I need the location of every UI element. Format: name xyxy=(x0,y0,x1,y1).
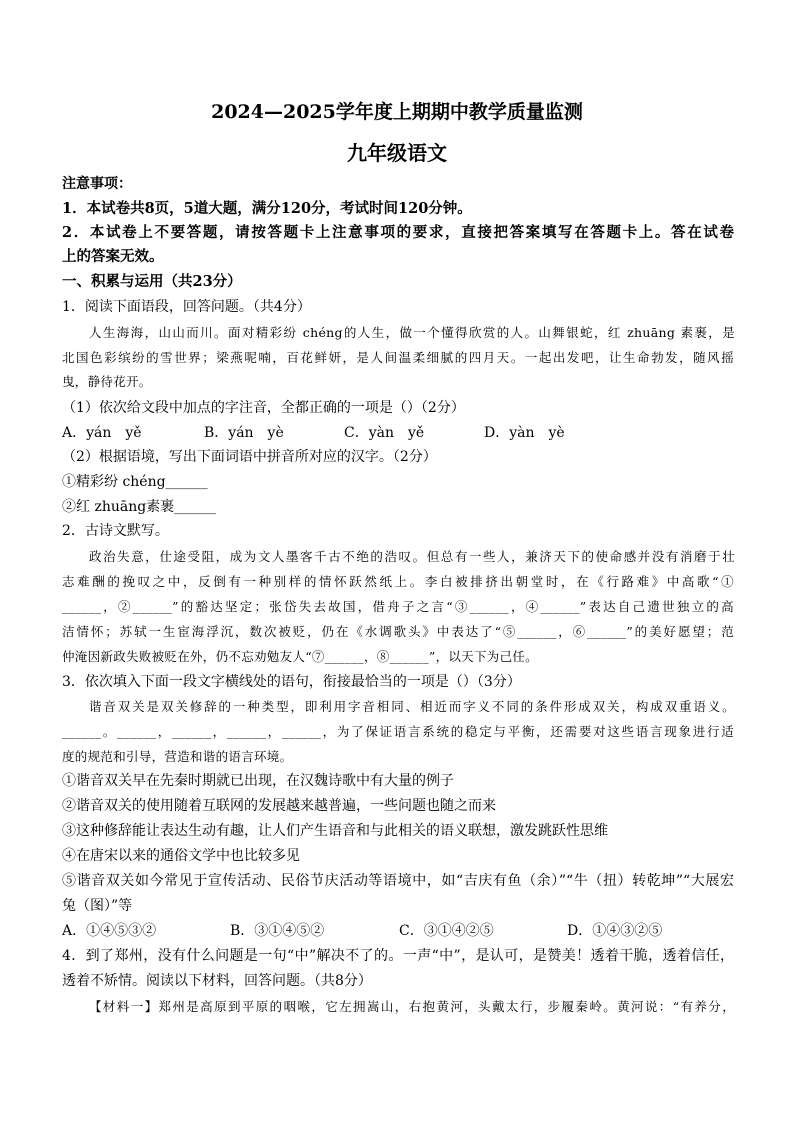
q3-item: ⑤谐音双关如今常见于宣传活动、民俗节庆活动等语境中，如“吉庆有鱼（余）”“牛（扭）转乾坤”“大展宏 xyxy=(62,873,734,889)
q3-item-continued: 兔（图）”等 xyxy=(62,898,133,914)
q3-passage-line: 度的规范和引导，营造和谐的语言环境。 xyxy=(62,749,293,764)
q4-stem-line-1: 4．到了郑州，没有什么问题是一句“中”解决不了的。一声“中”，是认可，是赞美！透着干脆，透着信任， xyxy=(62,948,734,964)
q1-stem: 1．阅读下面语段，回答问题。（共4分） xyxy=(62,299,311,315)
q3-option-a: A．①④⑤③② xyxy=(62,923,157,939)
q3-option-d: D．①④③②⑤ xyxy=(567,923,663,939)
notice-item-1: 1．本试卷共8页，5道大题，满分120分，考试时间120分钟。 xyxy=(62,200,472,217)
q2-passage-line: 志难酬的挽叹之中，反倒有一种别样的情怀跃然纸上。李白被排挤出朝堂时，在《行路难》中高歌“① xyxy=(62,574,734,589)
q3-passage-line: ______。______，______，______，______，为了保证语言系统的稳定与平衡，还需要对这些语言现象进行适 xyxy=(62,724,734,739)
q3-option-b: B．③①④⑤② xyxy=(230,923,325,939)
q1-passage-line: 人生海海，山山而川。面对精彩纷 chéng的人生，做一个懂得欣赏的人。山舞银蛇，红 zhuāng 素裹，是 xyxy=(89,325,735,340)
notice-item-2-line-2: 上的答案无效。 xyxy=(62,248,164,265)
q3-item: ②谐音双关的使用随着互联网的发展越来越普遍，一些问题也随之而来 xyxy=(62,798,496,814)
q1-sub2: （2）根据语境，写出下面词语中拼音所对应的汉字。（2分） xyxy=(62,449,437,465)
q1-passage-line: 曳，静待花开。 xyxy=(62,374,152,389)
q2-passage-line: 洁情怀；苏轼一生宦海浮沉，数次被贬，仍在《水调歌头》中表达了“⑤______，⑥______”的美好愿望；范 xyxy=(62,624,734,639)
q1-option-a: A．yán yě xyxy=(62,425,142,441)
q3-item: ③这种修辞能让表达生动有趣，让人们产生语音和与此相关的语义联想，激发跳跃性思维 xyxy=(62,823,608,839)
q3-passage-line: 谐音双关是双关修辞的一种类型，即利用字音相同、相近而字义不同的条件形成双关，构成双重语义。 xyxy=(89,699,735,714)
q1-option-d: D．yàn yè xyxy=(484,425,565,441)
q3-stem: 3．依次填入下面一段文字横线处的语句，衔接最恰当的一项是（）（3分） xyxy=(62,674,521,690)
exam-subtitle: 九年级语文 xyxy=(347,141,447,165)
q1-blank-2: ②红 zhuāng素裹______ xyxy=(62,499,217,515)
q2-passage-line: ______，②______”的豁达坚定；张岱失去故国，借舟子之言“③______，④______”表达自己遗世独立的高 xyxy=(62,599,734,614)
section-1-heading: 一、积累与运用（共23分） xyxy=(62,273,242,290)
q1-passage-line: 北国色彩缤纷的雪世界；梁燕呢喃，百花鲜妍，是人间温柔细腻的四月天。一起出发吧，让生命勃发，随风摇 xyxy=(62,350,734,365)
q1-option-c: C．yàn yě xyxy=(344,425,425,441)
q3-item: ④在唐宋以来的通俗文学中也比较多见 xyxy=(62,848,300,864)
q4-stem-line-2: 透着不矫情。阅读以下材料，回答问题。（共8分） xyxy=(62,973,372,989)
q1-blank-1: ①精彩纷 chéng______ xyxy=(62,474,208,490)
q2-stem: 2．古诗文默写。 xyxy=(62,523,169,539)
q3-item: ①谐音双关早在先秦时期就已出现，在汉魏诗歌中有大量的例子 xyxy=(62,773,454,789)
q2-passage-line: 仲淹因新政失败被贬在外，仍不忘劝勉友人“⑦______，⑧______”，以天下为己任。 xyxy=(62,649,538,664)
q2-passage-line: 政治失意，仕途受阻，成为文人墨客千古不绝的浩叹。但总有一些人，兼济天下的使命感并没有消磨于壮 xyxy=(89,549,735,564)
notice-heading: 注意事项： xyxy=(62,176,132,192)
q1-option-b: B．yán yè xyxy=(204,425,284,441)
exam-title: 2024—2025学年度上期期中教学质量监测 xyxy=(211,101,583,123)
q3-option-c: C．③①④②⑤ xyxy=(399,923,494,939)
notice-item-2-line-1: 2．本试卷上不要答题，请按答题卡上注意事项的要求，直接把答案填写在答题卡上。答在试卷 xyxy=(62,224,734,241)
q1-sub1: （1）依次给文段中加点的字注音，全都正确的一项是（）（2分） xyxy=(62,400,465,416)
q4-material-1: 【材料一】郑州是高原到平原的咽喉，它左拥嵩山，右抱黄河，头戴太行，步履秦岭。黄河说：“有养分， xyxy=(89,999,735,1014)
